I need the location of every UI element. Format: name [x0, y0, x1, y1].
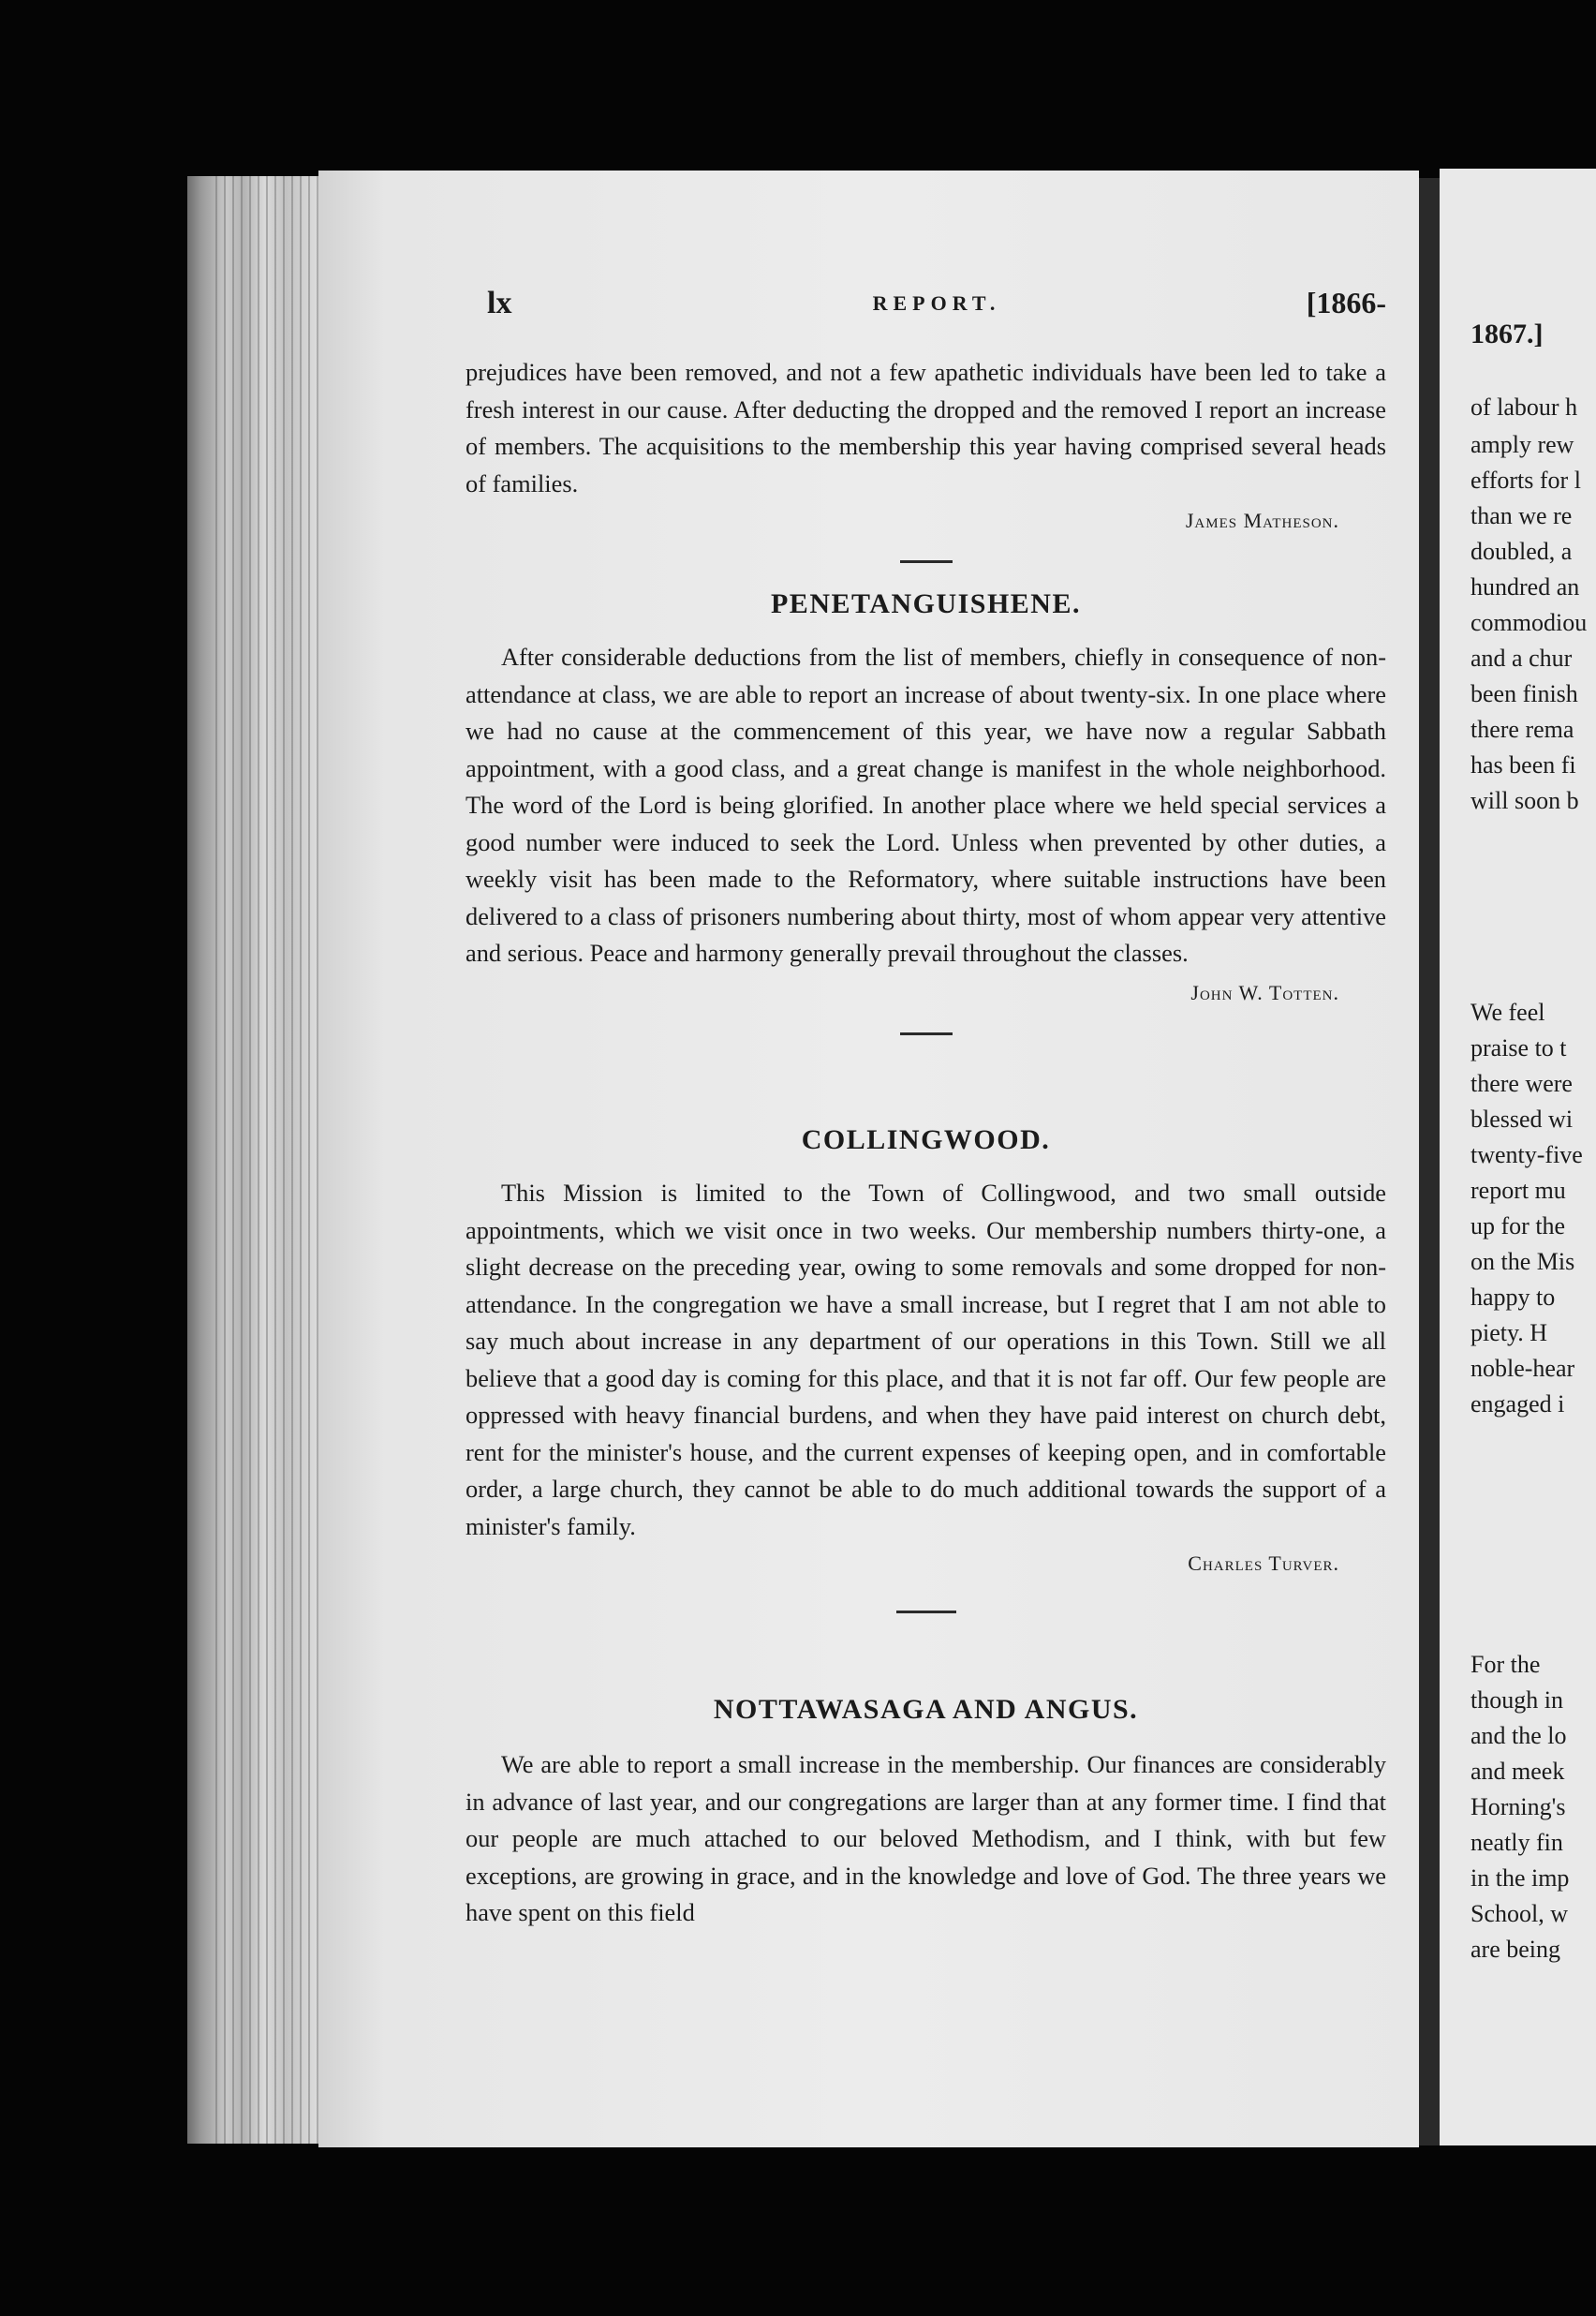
facing-page-line: are being [1470, 1936, 1561, 1963]
section-divider [896, 1611, 956, 1613]
facing-page-line: twenty-five [1470, 1141, 1583, 1168]
section-collingwood [466, 1124, 1386, 1613]
facing-page-line: there rema [1470, 716, 1574, 743]
facing-page-line: neatly fin [1470, 1829, 1563, 1856]
facing-page-line: We feel [1470, 999, 1545, 1026]
facing-page-line: of labour h [1470, 393, 1578, 421]
facing-page-line: up for the [1470, 1212, 1566, 1240]
nottawasaga-heading: NOTTAWASAGA AND ANGUS. [713, 1694, 1139, 1725]
facing-page-line: in the imp [1470, 1864, 1570, 1892]
facing-page-line: doubled, a [1470, 538, 1573, 565]
facing-page-line: For the [1470, 1651, 1541, 1678]
penetanguishene-heading: PENETANGUISHENE. [770, 588, 1081, 619]
facing-page-line: than we re [1470, 502, 1573, 529]
facing-page-line: praise to t [1470, 1034, 1567, 1062]
book-page-edge-lines [215, 176, 328, 2144]
collingwood-signature: Charles Turver. [1188, 1551, 1339, 1575]
facing-page-line: engaged i [1470, 1390, 1565, 1418]
facing-page-year: 1867.] [1470, 319, 1544, 349]
facing-page-line: been finish [1470, 680, 1578, 707]
page-number: lx [487, 286, 512, 320]
penetanguishene-paragraph: After considerable deductions from the list of members, chiefly in consequence of non-attendance at class, we are able to report an increase of about twenty-six. In one place where we had no cause at the commencement of this year, we have now a regular Sabbath appointment, with a good class, and a great change is manifest in the whole neighborhood. The word of the Lord is being glorified. In another place where we held special services a good number were induced to seek the Lord. Unless when prevented by other duties, a weekly visit has been made to the Reformatory, where suitable instructions have been delivered to a class of prisoners numbering about thirty, most of whom appear very attentive and serious. Peace and harmony generally prevail throughout the classes. [466, 643, 1386, 967]
book-gutter [1419, 178, 1440, 2145]
facing-page-line: has been fi [1470, 751, 1576, 779]
facing-page-line: School, w [1470, 1900, 1568, 1927]
facing-page-line: though in [1470, 1686, 1563, 1714]
section-divider [900, 1032, 953, 1035]
intro-signature: James Matheson. [1185, 509, 1339, 532]
nottawasaga-paragraph: We are able to report a small increase in the membership. Our finances are considerably in advance of last year, and our congregations are larger than at any former time. I find that our people are much attached to our beloved Methodism, and I think, with but few exceptions, are growing in grace, and in the knowledge and love of God. The three years we have spent on this field [466, 1750, 1386, 1926]
facing-page-line: happy to [1470, 1284, 1556, 1311]
facing-page-line: and meek [1470, 1758, 1565, 1785]
facing-page-line: on the Mis [1470, 1248, 1575, 1275]
section-intro [466, 354, 1386, 563]
collingwood-heading: COLLINGWOOD. [801, 1124, 1051, 1155]
facing-page-line: there were [1470, 1070, 1573, 1097]
facing-page-line: hundred an [1470, 573, 1580, 601]
section-nottawasaga [466, 1694, 1386, 1932]
facing-page-line: will soon b [1470, 787, 1579, 814]
running-title: REPORT. [872, 291, 1001, 315]
running-year: [1866- [1306, 286, 1386, 319]
facing-page [1440, 169, 1596, 2145]
facing-page-line: commodiou [1470, 609, 1588, 636]
section-penetanguishene [466, 588, 1386, 1035]
intro-paragraph: prejudices have been removed, and not a few apathetic individuals have been led to take a fresh interest in our cause. After deducting the dropped and the removed I report an increase of members. The acquisitions to the membership this year having comprised several heads of families. [466, 358, 1386, 497]
facing-page-line: Horning's [1470, 1793, 1566, 1820]
section-divider [900, 560, 953, 563]
facing-page-line: and the lo [1470, 1722, 1567, 1749]
penetanguishene-signature: John W. Totten. [1190, 980, 1339, 1004]
facing-page-line: and a chur [1470, 645, 1573, 672]
running-head [487, 286, 1386, 323]
facing-page-line: noble-hear [1470, 1355, 1575, 1382]
facing-page-line: amply rew [1470, 431, 1574, 458]
facing-page-line: blessed wi [1470, 1106, 1574, 1133]
collingwood-paragraph: This Mission is limited to the Town of Collingwood, and two small outside appointments, which we visit once in two weeks. Our membership numbers thirty-one, a slight decrease on the preceding year, owing to some removals and some dropped for non-attendance. In the congregation we have a small increase, but I regret that I am not able to say much about increase in any department of our operations in this Town. Still we all believe that a good day is coming for this place, and that it is not far off. Our few people are oppressed with heavy financial burdens, and when they have paid interest on church debt, rent for the minister's house, and the current expenses of keeping open, and in comfortable order, a large church, they cannot be able to do much additional towards the support of a minister's family. [466, 1179, 1386, 1540]
facing-page-line: piety. H [1470, 1319, 1548, 1346]
facing-page-line: efforts for l [1470, 467, 1581, 494]
facing-page-line: report mu [1470, 1177, 1566, 1204]
